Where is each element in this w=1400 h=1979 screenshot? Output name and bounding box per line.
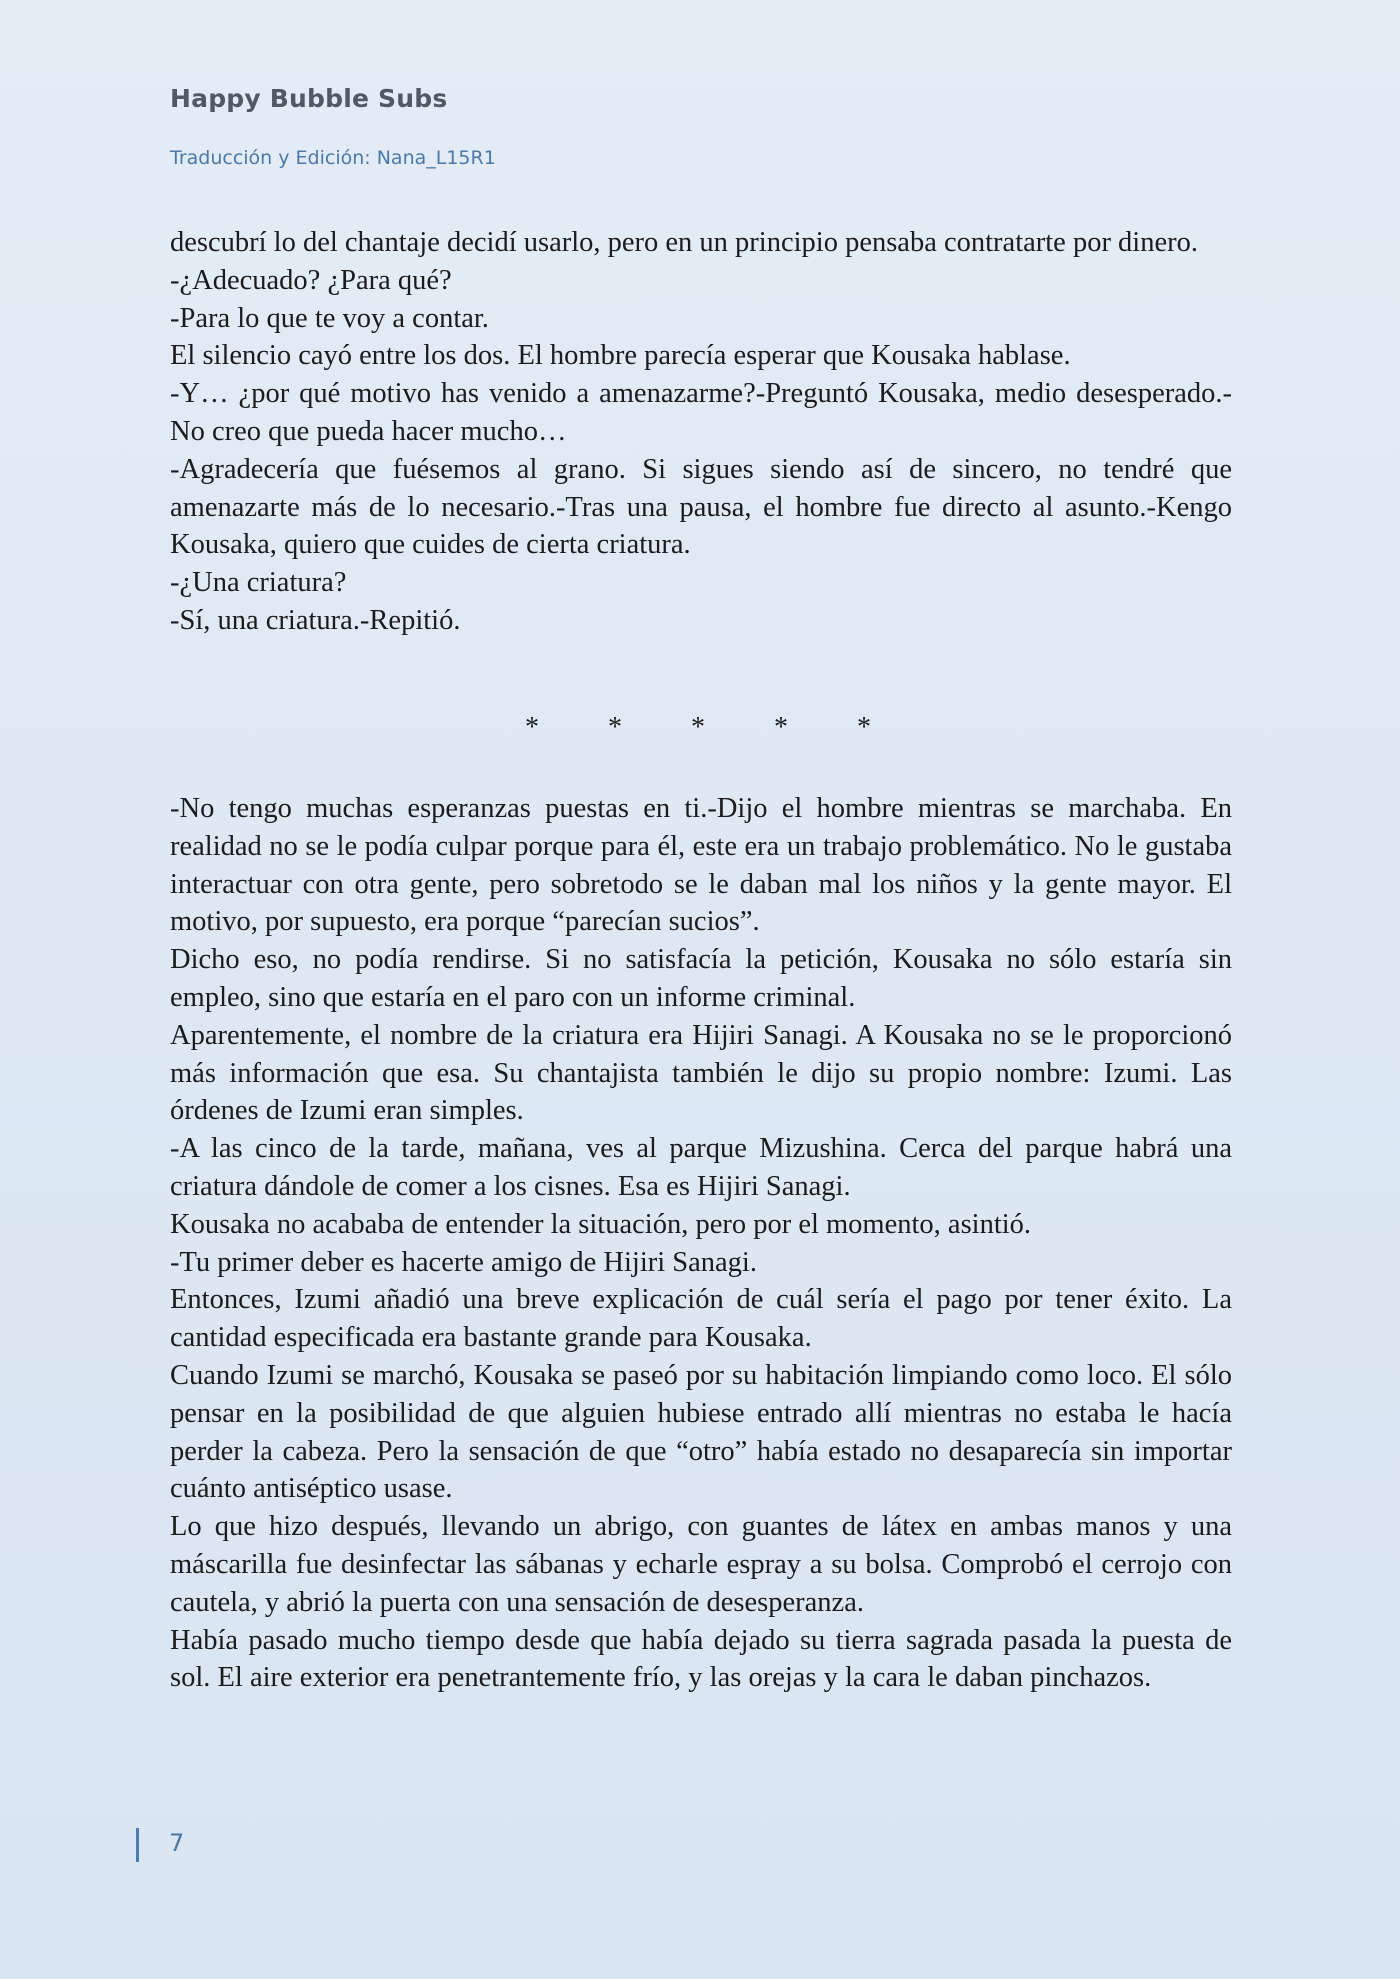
- paragraph: Entonces, Izumi añadió una breve explicación de cuál sería el pago por tener éxito. La cantidad especificada era bastante grande para Kousaka.: [170, 1284, 1232, 1354]
- separator-asterisk: *: [691, 712, 705, 743]
- separator-asterisk: *: [525, 712, 539, 743]
- header-title: Happy Bubble Subs: [170, 84, 448, 113]
- page-number-bar: [136, 1828, 139, 1862]
- paragraph: -Para lo que te voy a contar.: [170, 302, 489, 334]
- paragraph: descubrí lo del chantaje decidí usarlo, pero en un principio pensaba contratarte por dinero.: [170, 227, 1198, 258]
- paragraph: -¿Una criatura?: [170, 567, 347, 599]
- paragraph: -A las cinco de la tarde, mañana, ves al parque Mizushina. Cerca del parque habrá una criatura dándole de comer a los cisnes. Esa es Hijiri Sanagi.: [170, 1133, 1232, 1202]
- paragraph: Cuando Izumi se marchó, Kousaka se paseó por su habitación limpiando como loco. El sólo pensar en la posibilidad de que alguien hubiese entrado allí mientras no estaba le hacía perder la cabeza. Pero la sensación de que “otro” había estado no desaparecía sin importar cuánto antiséptico usase.: [170, 1359, 1232, 1505]
- paragraph: Había pasado mucho tiempo desde que había dejado su tierra sagrada pasada la puesta de sol. El aire exterior era penetrantemente frío, y las orejas y la cara le daban pinchazos.: [170, 1624, 1232, 1694]
- separator-asterisk: *: [608, 712, 622, 743]
- paragraph: Lo que hizo después, llevando un abrigo, con guantes de látex en ambas manos y una máscarilla fue desinfectar las sábanas y echarle espray a su bolsa. Comprobó el cerrojo con cautela, y abrió la puerta con una sensación de desesperanza.: [170, 1511, 1232, 1618]
- header-credits: Traducción y Edición: Nana_L15R1: [170, 147, 496, 169]
- paragraph: -Tu primer deber es hacerte amigo de Hijiri Sanagi.: [170, 1246, 757, 1278]
- paragraph: El silencio cayó entre los dos. El hombre parecía esperar que Kousaka hablase.: [170, 340, 1071, 372]
- text-block-top: [170, 224, 1232, 640]
- paragraph: -No tengo muchas esperanzas puestas en ti.-Dijo el hombre mientras se marchaba. En realidad no se le podía culpar porque para él, este era un trabajo problemático. No le gustaba interactuar con otra gente, pero sobretodo se le daban mal los niños y la gente mayor. El motivo, por supuesto, era porque “parecían sucios”.: [170, 793, 1232, 938]
- separator-asterisk: *: [857, 712, 871, 743]
- text-block-bottom: [170, 790, 1232, 1697]
- paragraph: -Y… ¿por qué motivo has venido a amenazarme?-Preguntó Kousaka, medio desesperado.-No creo que pueda hacer mucho…: [170, 378, 1232, 447]
- page-number: 7: [169, 1829, 185, 1857]
- paragraph: -¿Adecuado? ¿Para qué?: [170, 264, 452, 296]
- paragraph: -Sí, una criatura.-Repitió.: [170, 604, 461, 636]
- paragraph: Kousaka no acababa de entender la situación, pero por el momento, asintió.: [170, 1208, 1032, 1240]
- paragraph: -Agradecería que fuésemos al grano. Si sigues siendo así de sincero, no tendré que amenazarte más de lo necesario.-Tras una pausa, el hombre fue directo al asunto.-Kengo Kousaka, quiero que cuides de cierta criatura.: [170, 453, 1232, 561]
- separator-asterisk: *: [774, 712, 788, 743]
- paragraph: Aparentemente, el nombre de la criatura era Hijiri Sanagi. A Kousaka no se le proporcionó más información que esa. Su chantajista también le dijo su propio nombre: Izumi. Las órdenes de Izumi eran simples.: [170, 1019, 1232, 1127]
- paragraph: Dicho eso, no podía rendirse. Si no satisfacía la petición, Kousaka no sólo estaría sin empleo, sino que estaría en el paro con un informe criminal.: [170, 944, 1232, 1013]
